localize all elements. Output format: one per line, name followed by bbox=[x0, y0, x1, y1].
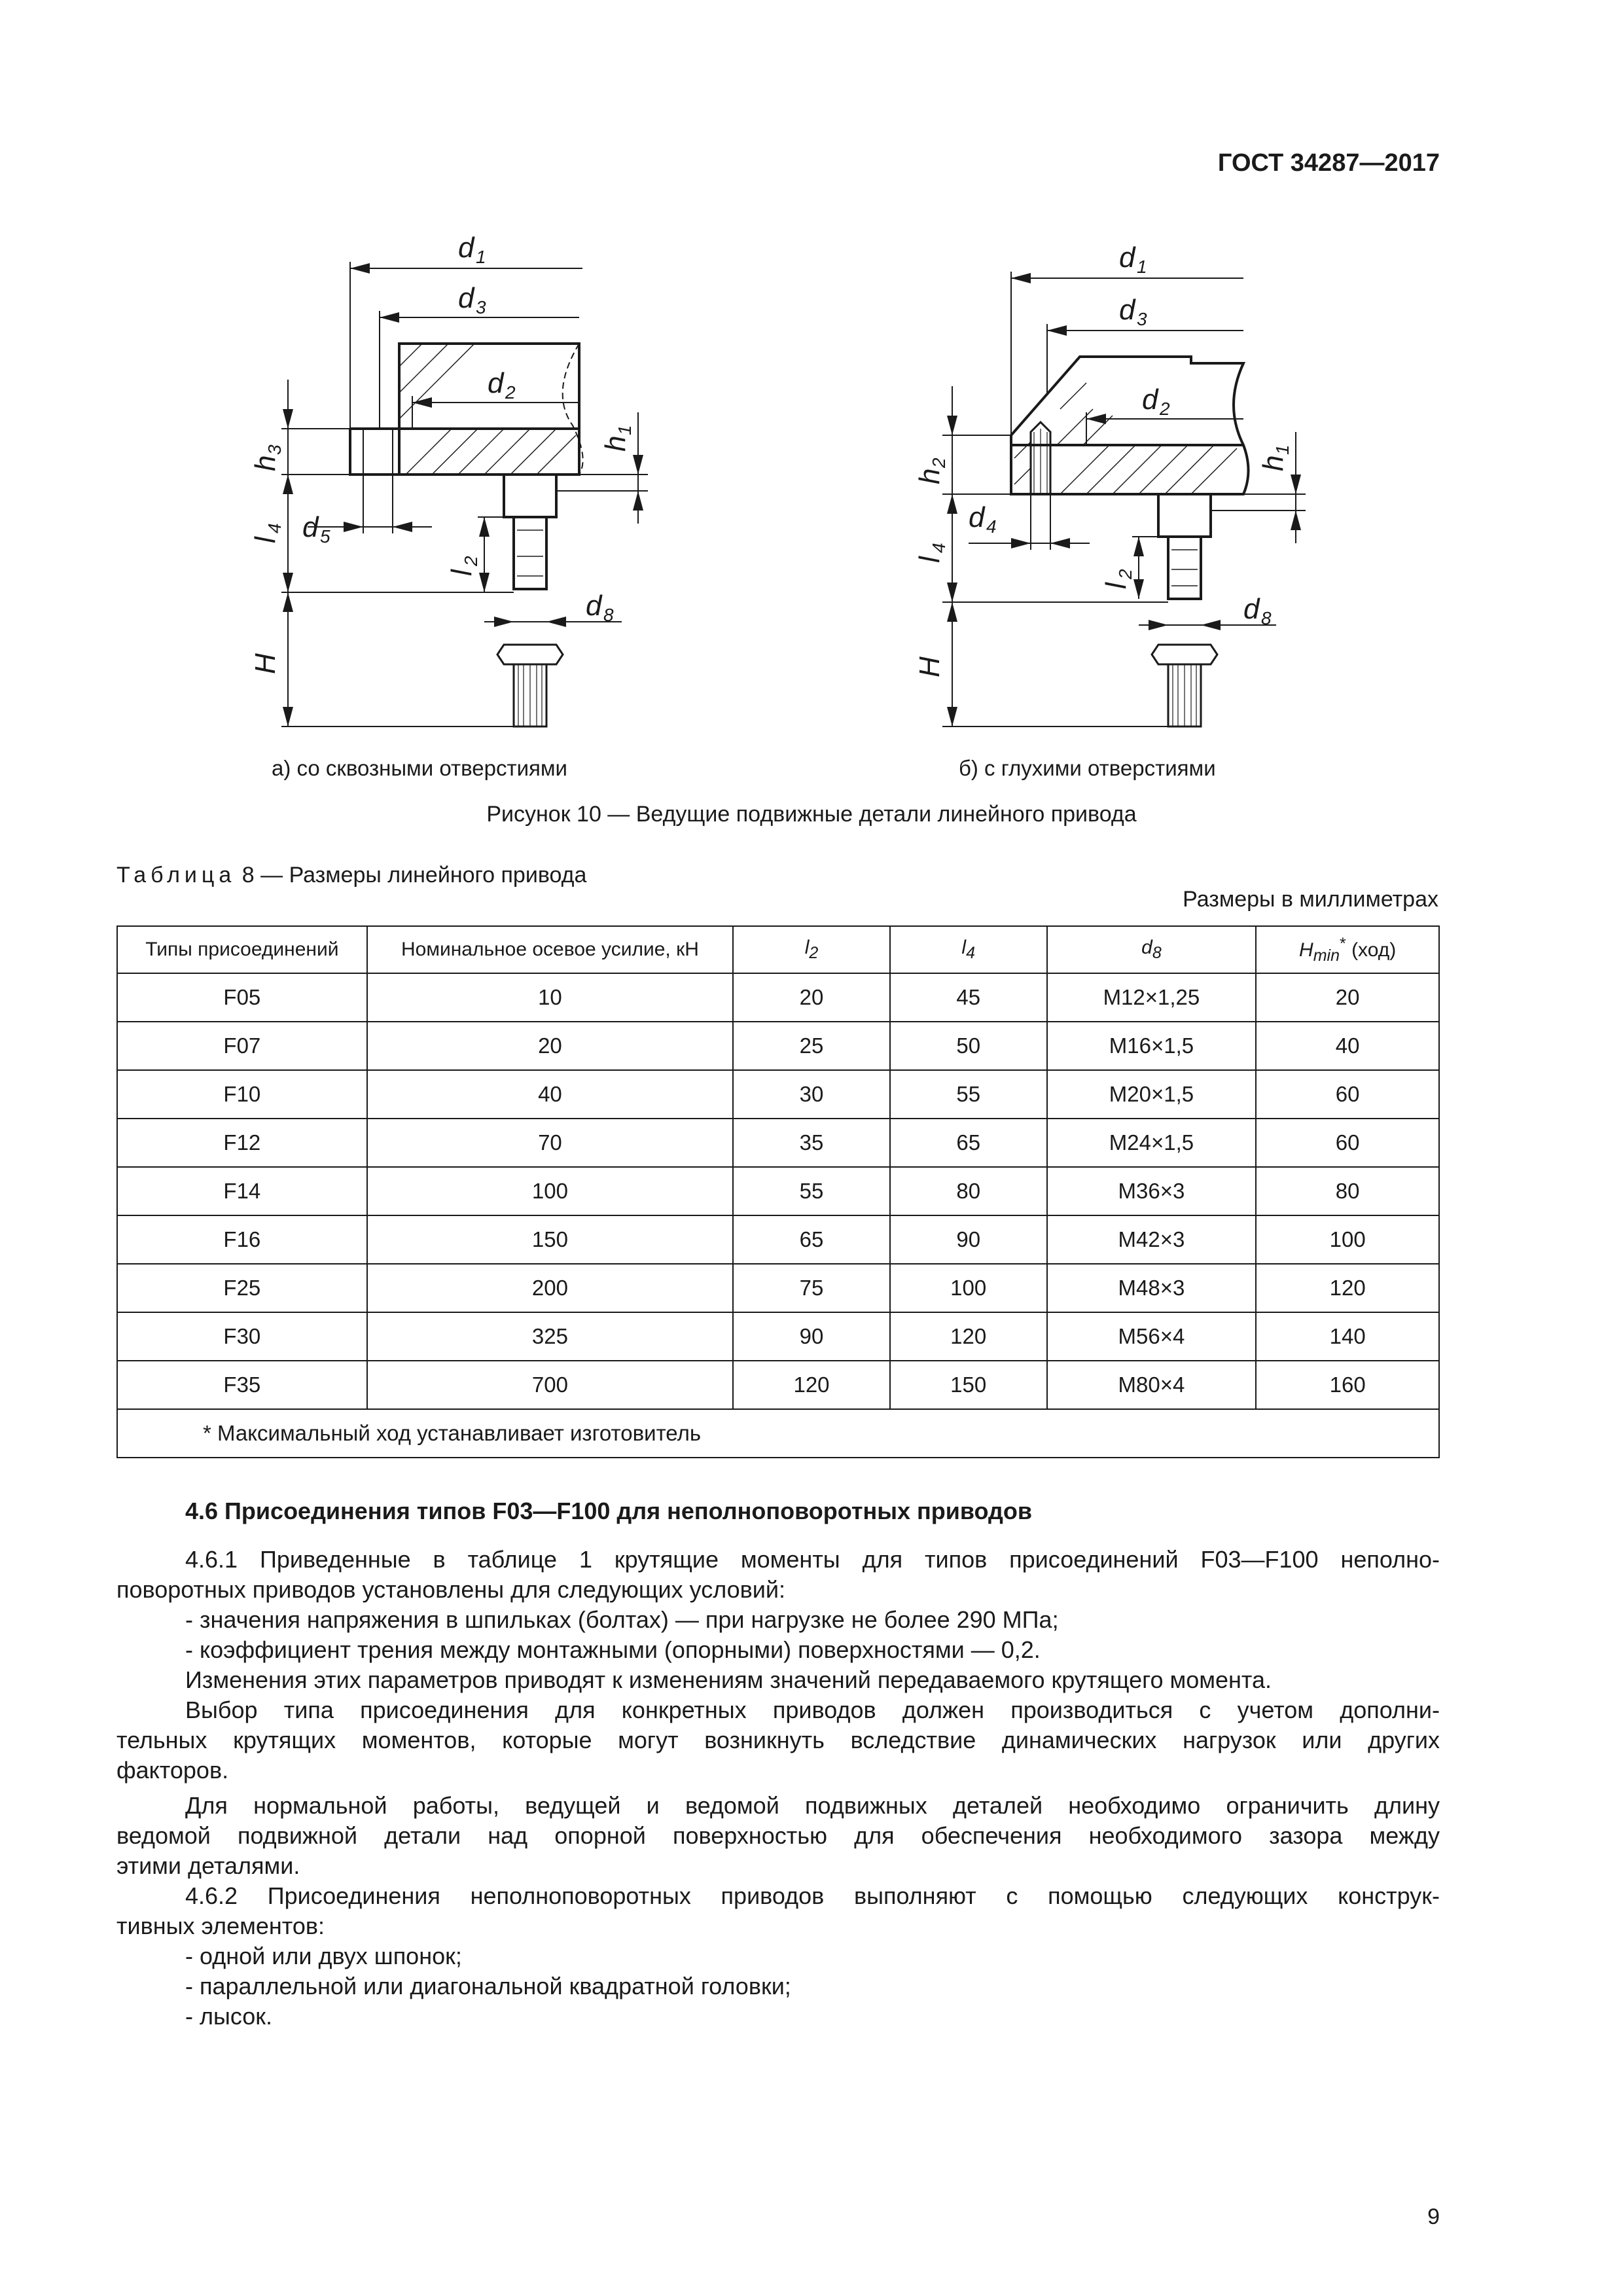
svg-text:3: 3 bbox=[264, 444, 285, 455]
svg-text:H: H bbox=[914, 656, 946, 677]
paragraph-4-6-1-line1: 4.6.1 Приведенные в таблице 1 крутящие моменты для типов присоединений F03—F100 неполно- bbox=[185, 1546, 1440, 1573]
paragraph-line: Выбор типа присоединения для конкретных приводов должен производиться с учетом дополни- bbox=[185, 1696, 1440, 1723]
dimensions-table bbox=[116, 925, 1440, 1458]
svg-text:d: d bbox=[1243, 593, 1260, 625]
svg-text:2: 2 bbox=[461, 556, 481, 566]
svg-text:1: 1 bbox=[615, 425, 635, 435]
list-item: - значения напряжения в шпильках (болтах) — при нагрузке не более 290 МПа; bbox=[185, 1606, 1059, 1633]
table-row: F10 40 30 55 M20×1,5 60 bbox=[117, 1070, 1439, 1119]
header-force: Номинальное осевое усилие, кН bbox=[367, 926, 733, 973]
paragraph-4-6-2-line2: тивных элементов: bbox=[116, 1912, 325, 1939]
section-heading: 4.6 Присоединения типов F03—F100 для неполноповоротных приводов bbox=[185, 1498, 1032, 1524]
paragraph-line: тельных крутящих моментов, которые могут возникнуть вследствие динамических нагрузок или других bbox=[116, 1727, 1440, 1753]
svg-text:8: 8 bbox=[1261, 608, 1272, 628]
svg-text:h: h bbox=[1257, 455, 1289, 471]
svg-text:d: d bbox=[458, 232, 474, 264]
table-footnote-row bbox=[117, 1409, 1439, 1458]
table-header-row bbox=[117, 926, 1439, 973]
svg-text:5: 5 bbox=[320, 526, 330, 547]
subfigure-b-caption: б) с глухими отверстиями bbox=[959, 756, 1216, 780]
paragraph-line: ведомой подвижной детали над опорной поверхностью для обеспечения необходимого зазора между bbox=[116, 1822, 1440, 1849]
svg-text:d: d bbox=[586, 590, 602, 622]
paragraph-4-6-2-line1: 4.6.2 Присоединения неполноповоротных приводов выполняют с помощью следующих конструк- bbox=[185, 1882, 1440, 1909]
svg-text:2: 2 bbox=[1160, 399, 1170, 419]
svg-text:1: 1 bbox=[476, 247, 486, 267]
table-row: F25 200 75 100 M48×3 120 bbox=[117, 1264, 1439, 1312]
table-row: F12 70 35 65 M24×1,5 60 bbox=[117, 1119, 1439, 1167]
list-item: - лысок. bbox=[185, 2003, 273, 2030]
header-hmin: $H_{min}^*$ (ход) bbox=[1256, 926, 1439, 973]
list-item: - параллельной или диагональной квадратной головки; bbox=[185, 1973, 791, 2000]
paragraph: Изменения этих параметров приводят к изменениям значений передаваемого крутящего момента. bbox=[185, 1666, 1272, 1693]
svg-text:2: 2 bbox=[929, 457, 949, 468]
table-row: F35 700 120 150 M80×4 160 bbox=[117, 1361, 1439, 1409]
svg-text:l: l bbox=[914, 556, 946, 563]
drawing-through-holes bbox=[249, 232, 648, 726]
svg-text:4: 4 bbox=[929, 543, 949, 553]
header-d8: $d_8$ bbox=[1047, 926, 1257, 973]
svg-text:h: h bbox=[599, 435, 632, 452]
table-row: F14 100 55 80 M36×3 80 bbox=[117, 1167, 1439, 1215]
svg-text:d: d bbox=[969, 501, 985, 533]
svg-text:4: 4 bbox=[264, 523, 285, 533]
svg-text:d: d bbox=[488, 367, 504, 399]
svg-text:l: l bbox=[1100, 583, 1132, 589]
table-footnote: * Максимальный ход устанавливает изготовитель bbox=[117, 1409, 1439, 1458]
paragraph-4-6-1-line2: поворотных приводов установлены для следующих условий: bbox=[116, 1576, 786, 1603]
subfigure-a-caption: а) со сквозными отверстиями bbox=[272, 756, 567, 780]
svg-text:3: 3 bbox=[1137, 309, 1147, 329]
drawing-blind-holes bbox=[914, 242, 1306, 726]
table-row: F16 150 65 90 M42×3 100 bbox=[117, 1215, 1439, 1264]
svg-text:1: 1 bbox=[1137, 257, 1147, 277]
svg-text:l: l bbox=[249, 537, 281, 543]
table-title bbox=[116, 863, 586, 888]
table-units: Размеры в миллиметрах bbox=[1183, 887, 1438, 912]
table-title-prefix: Таблица bbox=[116, 863, 236, 888]
figure-caption: Рисунок 10 — Ведущие подвижные детали линейного привода bbox=[486, 802, 1137, 827]
list-item: - коэффициент трения между монтажными (опорными) поверхностями — 0,2. bbox=[185, 1636, 1041, 1663]
header-l4: $l_4$ bbox=[890, 926, 1047, 973]
header-type: Типы присоединений bbox=[117, 926, 367, 973]
svg-text:l: l bbox=[446, 569, 478, 576]
svg-text:d: d bbox=[302, 511, 319, 543]
table-title-rest: 8 — Размеры линейного привода bbox=[241, 863, 587, 888]
svg-text:2: 2 bbox=[505, 382, 516, 403]
svg-text:d: d bbox=[458, 282, 474, 314]
svg-text:h: h bbox=[914, 468, 946, 484]
header-l2: $l_2$ bbox=[733, 926, 890, 973]
svg-text:1: 1 bbox=[1272, 444, 1293, 455]
paragraph-line: факторов. bbox=[116, 1757, 229, 1784]
paragraph-line: Для нормальной работы, ведущей и ведомой подвижных деталей необходимо ограничить длину bbox=[185, 1792, 1440, 1819]
svg-text:d: d bbox=[1119, 294, 1135, 326]
svg-text:d: d bbox=[1142, 384, 1158, 416]
svg-text:2: 2 bbox=[1115, 569, 1135, 579]
page-number: 9 bbox=[1427, 2204, 1440, 2229]
svg-text:H: H bbox=[249, 653, 281, 674]
table-row: F07 20 25 50 M16×1,5 40 bbox=[117, 1022, 1439, 1070]
table-row: F30 325 90 120 M56×4 140 bbox=[117, 1312, 1439, 1361]
svg-text:4: 4 bbox=[986, 516, 997, 537]
table-row: F05 10 20 45 M12×1,25 20 bbox=[117, 973, 1439, 1022]
svg-text:d: d bbox=[1119, 242, 1135, 274]
paragraph-line: этими деталями. bbox=[116, 1852, 300, 1879]
svg-text:3: 3 bbox=[476, 297, 486, 317]
svg-text:8: 8 bbox=[603, 605, 614, 625]
document-code: ГОСТ 34287—2017 bbox=[1217, 149, 1440, 177]
svg-text:h: h bbox=[249, 455, 281, 471]
figure-drawings bbox=[0, 216, 1623, 779]
list-item: - одной или двух шпонок; bbox=[185, 1943, 462, 1969]
